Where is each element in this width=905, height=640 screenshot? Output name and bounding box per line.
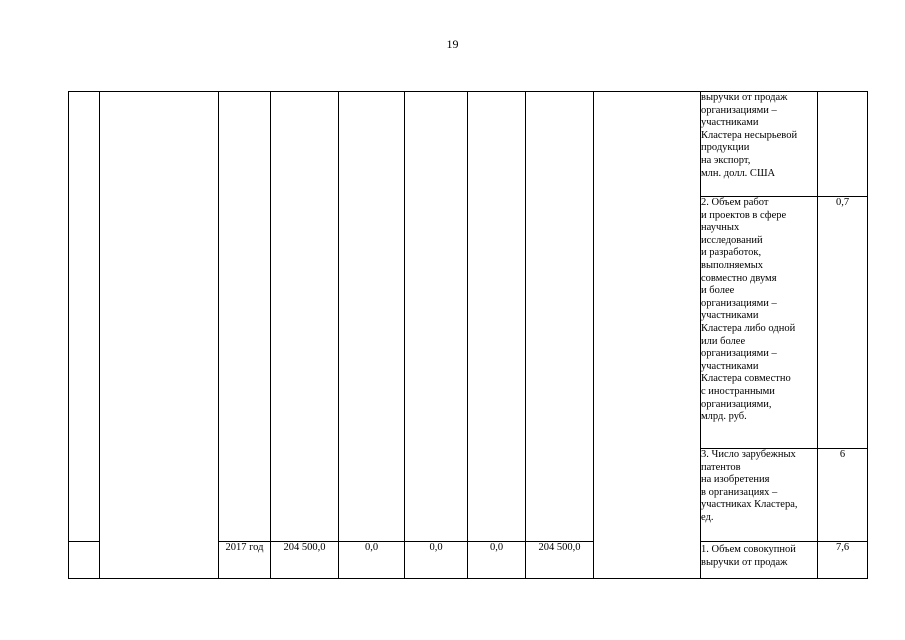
indicator-value-cell <box>818 92 868 197</box>
indicator-text-cell: 2. Объем работ и проектов в сфере научных исследований и разработок, выполняемых совместно двумя и более организациями – участниками Кластера либо одной или более организациями – участниками Кластера совместно с иностранными организациями, млрд. руб. <box>701 197 818 449</box>
table-cell-col5 <box>526 92 594 542</box>
col5-cell: 204 500,0 <box>526 542 594 579</box>
indicator-value-cell: 0,7 <box>818 197 868 449</box>
indicator-text-cell: 1. Объем совокупной выручки от продаж <box>701 542 818 579</box>
indicator-text-cell: 3. Число зарубежных патентов на изобретения в организациях – участниках Кластера, ед. <box>701 449 818 542</box>
table-cell-number <box>69 542 100 579</box>
table-cell-year <box>219 92 271 542</box>
table-cell-total <box>271 92 339 542</box>
table-cell-col3 <box>405 92 468 542</box>
col2-cell: 0,0 <box>339 542 405 579</box>
col4-cell: 0,0 <box>468 542 526 579</box>
total-cell: 204 500,0 <box>271 542 339 579</box>
table-cell-number <box>69 92 100 542</box>
table-cell-name <box>100 92 219 579</box>
indicator-value-cell: 7,6 <box>818 542 868 579</box>
year-cell: 2017 год <box>219 542 271 579</box>
col3-cell: 0,0 <box>405 542 468 579</box>
table-cell-col2 <box>339 92 405 542</box>
page-number: 19 <box>446 37 459 51</box>
table-cell-executor <box>594 92 701 579</box>
indicator-value-cell: 6 <box>818 449 868 542</box>
table-cell-col4 <box>468 92 526 542</box>
table-row <box>69 92 868 197</box>
indicator-text-cell: выручки от продаж организациями – участниками Кластера несырьевой продукции на экспорт, млн. долл. США <box>701 92 818 197</box>
program-table <box>68 91 868 579</box>
